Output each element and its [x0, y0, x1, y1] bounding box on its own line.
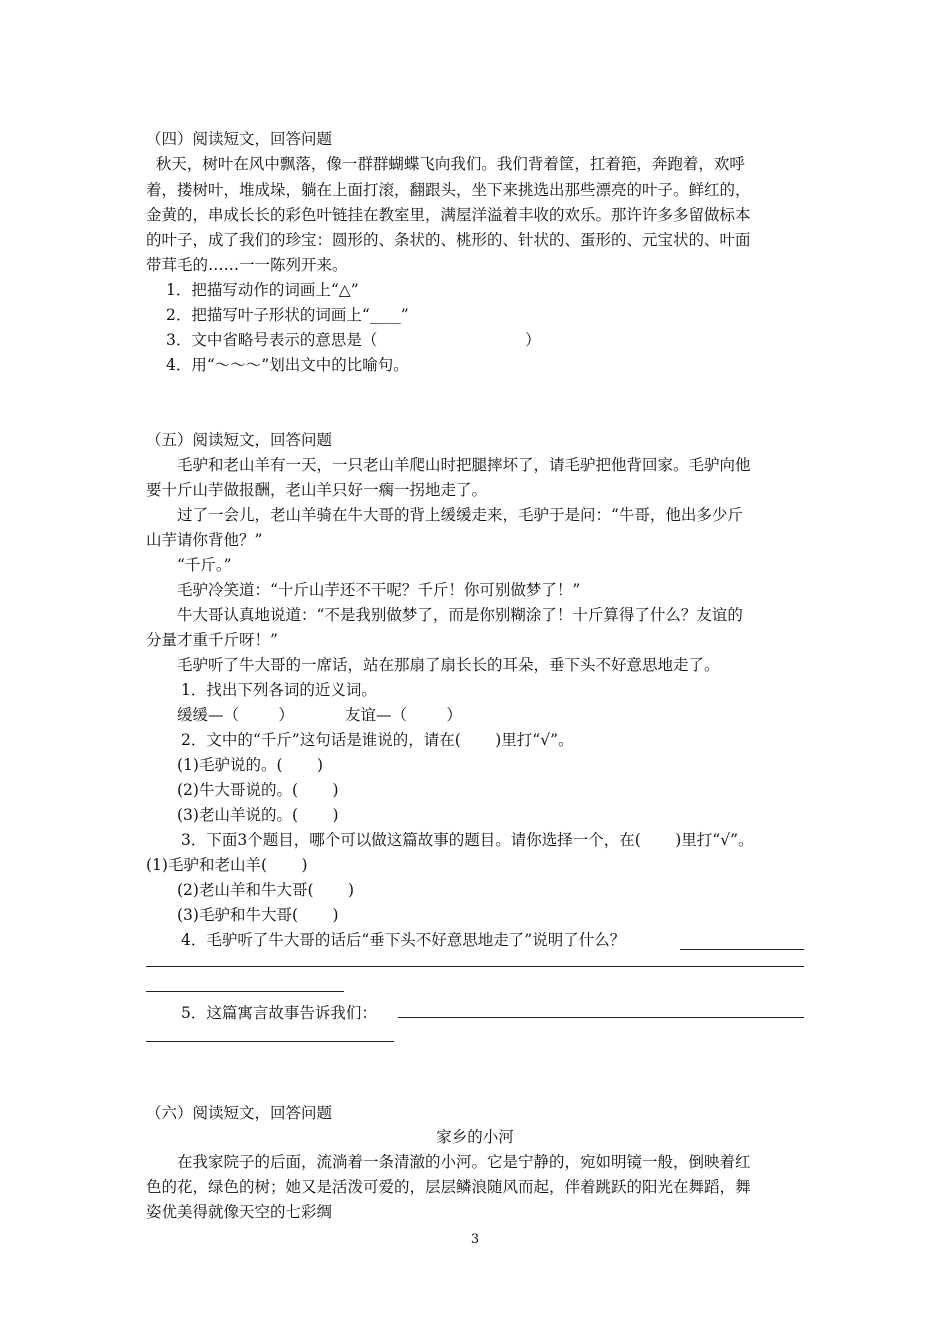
question-2-option: (2)牛大哥说的。( ) [177, 781, 339, 799]
section5-story-line: 山芋请你背他？” [146, 531, 263, 549]
synonym-blank-2: 友谊—（ ） [345, 706, 462, 724]
section5-story-line: 毛驴听了牛大哥的一席话，站在那扇了扇长长的耳朵，垂下头不好意思地走了。 [177, 656, 720, 674]
section4-paragraph-line: 的叶子，成了我们的珍宝：圆形的、条状的、桃形的、针状的、蛋形的、元宝状的、叶面 [146, 231, 751, 249]
answer-line [146, 966, 804, 967]
section4-paragraph-line: 金黄的，串成长长的彩色叶链挂在教室里，满屋洋溢着丰收的欢乐。那许许多多留做标本 [146, 206, 751, 224]
question-2-option: (1)毛驴说的。( ) [177, 756, 324, 774]
section6-header: （六）阅读短文，回答问题 [146, 1104, 333, 1122]
section5-story-line: 毛驴冷笑道：“十斤山芋还不干呢？千斤！你可别做梦了！” [177, 581, 581, 599]
section5-story-line: 牛大哥认真地说道：“不是我别做梦了，而是你别糊涂了！十斤算得了什么？友谊的 [177, 606, 743, 624]
section6-paragraph-line: 在我家院子的后面，流淌着一条清澈的小河。它是宁静的，宛如明镜一般，倒映着红 [177, 1153, 751, 1171]
section4-header: （四）阅读短文，回答问题 [146, 130, 333, 148]
page-number: 3 [470, 1232, 480, 1247]
section5-question-5: 5．这篇寓言故事告诉我们： [181, 1004, 377, 1022]
section5-story-line: 要十斤山芋做报酬，老山羊只好一瘸一拐地走了。 [146, 481, 488, 499]
section4-paragraph-line: 秋天，树叶在风中飘落，像一群群蝴蝶飞向我们。我们背着筐，扛着筢，奔跑着，欢呼 [146, 155, 745, 173]
section5-header: （五）阅读短文，回答问题 [146, 431, 333, 449]
section5-story-line: “千斤。” [177, 556, 232, 574]
question-2-option: (3)老山羊说的。( ) [177, 806, 339, 824]
answer-line [398, 1017, 804, 1018]
synonym-blank-1: 缓缓—（ ） [177, 706, 294, 724]
section5-question-3: 3．下面3个题目，哪个可以做这篇故事的题目。请你选择一个，在( )里打“√”。 [181, 831, 754, 849]
section6-paragraph-line: 姿优美得就像天空的七彩绸 [146, 1203, 333, 1221]
section4-question: 4．用“～～～”划出文中的比喻句。 [166, 356, 409, 374]
story-title: 家乡的小河 [436, 1128, 514, 1146]
section5-story-line: 分量才重千斤呀！” [146, 631, 278, 649]
answer-line [680, 949, 804, 950]
section4-question: 1．把描写动作的词画上“△” [166, 281, 359, 299]
question-3-option: (2)老山羊和牛大哥( ) [177, 881, 355, 899]
answer-line [146, 1041, 394, 1042]
section5-story-line: 毛驴和老山羊有一天，一只老山羊爬山时把腿摔坏了，请毛驴把他背回家。毛驴向他 [177, 456, 751, 474]
section5-question-1: 1．找出下列各词的近义词。 [181, 681, 377, 699]
section6-paragraph-line: 色的花，绿色的树；她又是活泼可爱的，层层鳞浪随风而起，伴着跳跃的阳光在舞蹈，舞 [146, 1178, 751, 1196]
question-3-option: (1)毛驴和老山羊( ) [146, 856, 308, 874]
section5-question-2: 2．文中的“千斤”这句话是谁说的，请在( )里打“√”。 [181, 731, 574, 749]
section4-question: 2．把描写叶子形状的词画上“____” [166, 306, 409, 324]
question-3-option: (3)毛驴和牛大哥( ) [177, 906, 339, 924]
answer-line [146, 991, 344, 992]
section4-paragraph-line: 着，搂树叶，堆成垛，躺在上面打滚，翻跟头，坐下来挑选出那些漂亮的叶子。鲜红的， [146, 181, 751, 199]
section5-question-4: 4．毛驴听了牛大哥的话后“垂下头不好意思地走了”说明了什么？ [181, 931, 626, 949]
section5-story-line: 过了一会儿，老山羊骑在牛大哥的背上缓缓走来，毛驴于是问：“牛哥，他出多少斤 [177, 506, 743, 524]
section4-question: 3．文中省略号表示的意思是（ ） [166, 331, 541, 349]
section4-paragraph-line: 带茸毛的……一一陈列开来。 [146, 256, 348, 274]
